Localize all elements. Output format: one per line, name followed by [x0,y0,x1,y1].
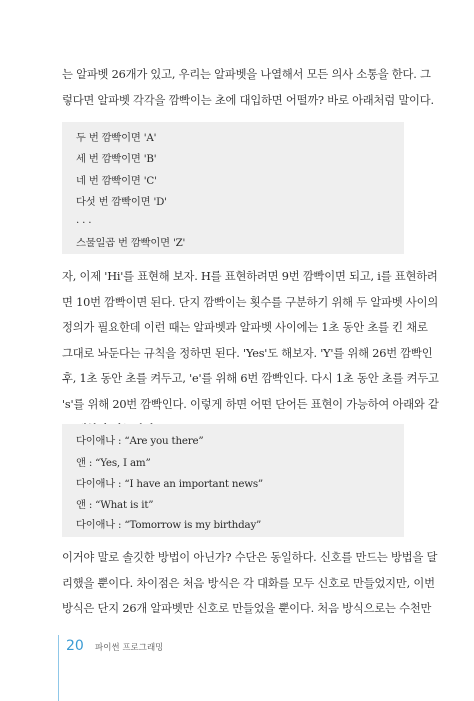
text-line: 그대로 놔둔다는 규칙을 정하면 된다. 'Yes'도 해보자. 'Y'를 위해 26번 깜빡인 [62,346,433,360]
box-line: 앤 : “Yes, I am” [76,457,151,469]
paragraph-1 [62,62,434,113]
text-line: 정의가 필요한데 이런 때는 알파벳과 알파벳 사이에는 1초 동안 초를 킨 채로 [62,321,428,334]
text-line: 자, 이제 'Hi'를 표현해 보자. H를 표현하려면 9번 깜빡이면 되고, i를 표현하려 [62,270,438,283]
text-line: 면 10번 깜빡이면 된다. 단지 깜빡이는 횟수를 구분하기 위해 두 알파벳 사이의 [62,295,439,309]
text-line: 렇다면 알파벳 각각을 깜빡이는 초에 대입하면 어떨까? 바로 아래처럼 말이다. [62,93,434,107]
text-line: 's'를 위해 20번 깜빡인다. 이렇게 하면 어떤 단어든 표현이 가능하여 아래와 같 [62,397,439,411]
box-line: 다이애나 : “I have an important news” [76,478,263,490]
box-line: 다이애나 : “Tomorrow is my birthday” [76,519,262,531]
box-line: 두 번 깜빡이면 'A' [76,132,157,144]
paragraph-2 [62,264,439,443]
box-line: 다이애나 : “Are you there” [76,435,204,447]
box-line: 앤 : “What is it” [76,499,154,511]
paragraph-3 [62,545,438,622]
text-line: 이거야 말로 솔깃한 방법이 아닌가? 수단은 동일하다. 신호를 만드는 방법을 달 [62,551,438,564]
blink-code-box [62,122,404,254]
book-title: 파이썬 프로그래밍 [95,643,164,653]
box-line: 다섯 번 깜빡이면 'D' [76,196,167,208]
text-line: 리했을 뿐이다. 차이점은 처음 방식은 각 대화를 모두 신호로 만들었지만, 이번 [62,576,435,590]
text-line: 는 알파벳 26개가 있고, 우리는 알파벳을 나열해서 모든 의사 소통을 한다. 그 [62,68,431,81]
box-line: 네 번 깜빡이면 'C' [76,175,157,187]
box-line: 스물일곱 번 깜빡이면 'Z' [76,237,186,249]
footer-divider [58,635,59,701]
page-number: 20 [66,638,84,654]
box-line: . . . [76,214,92,226]
text-line: 방식은 단지 26개 알파벳만 신호로 만들었을 뿐이다. 처음 방식으로는 수천만 [62,602,432,615]
text-line: 후, 1초 동안 초를 켜두고, 'e'를 위해 6번 깜빡인다. 다시 1초 동안 초를 켜두고 [62,372,439,385]
box-line: 세 번 깜빡이면 'B' [76,153,157,165]
dialogue-box [62,424,404,537]
